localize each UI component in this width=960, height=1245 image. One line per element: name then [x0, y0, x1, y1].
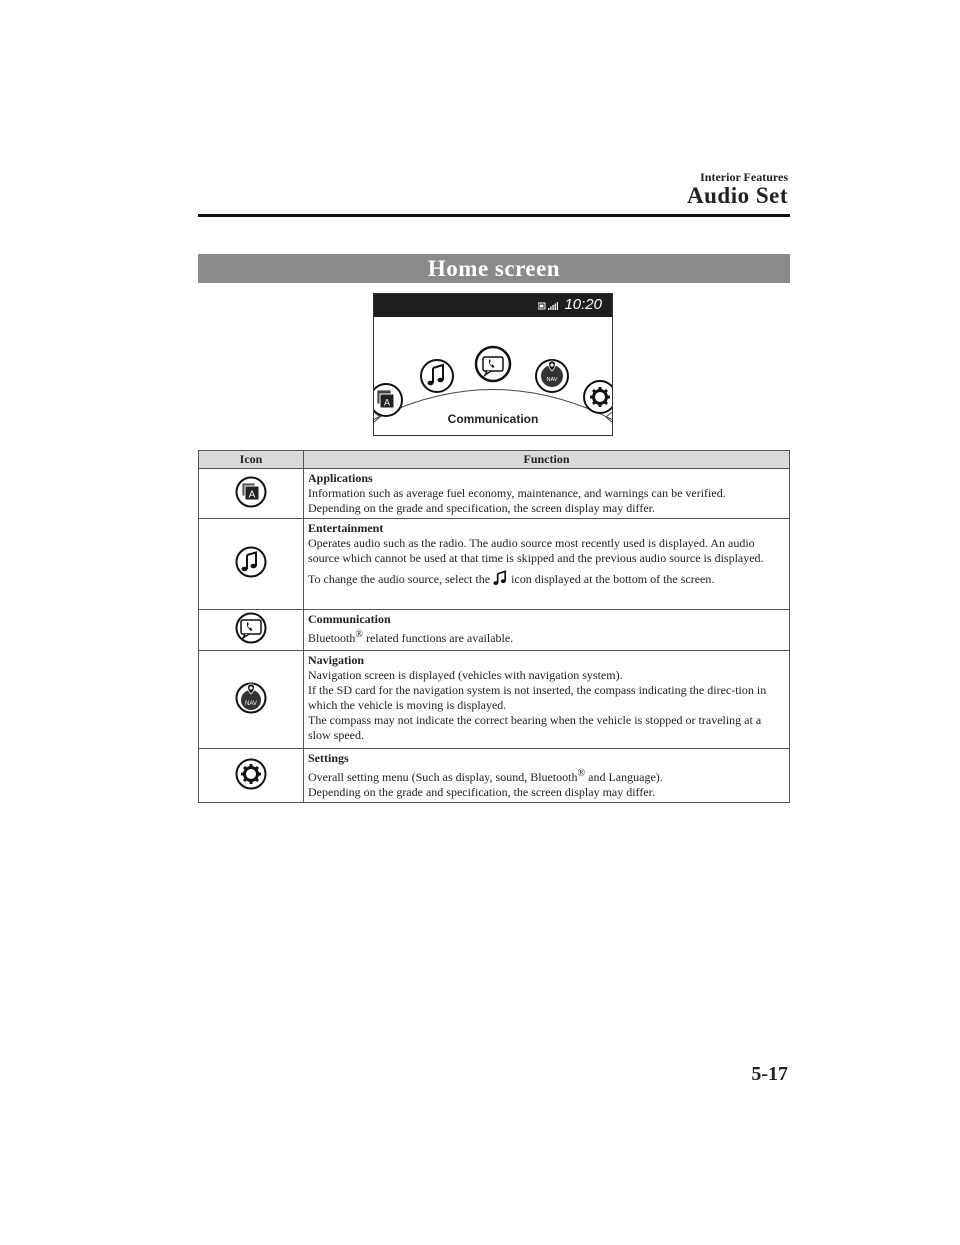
page-number: 5-17 — [751, 1063, 788, 1085]
function-line — [308, 627, 785, 646]
registered-mark: ® — [355, 629, 363, 640]
table-row — [199, 749, 790, 803]
section-heading: Home screen — [198, 254, 790, 283]
home-screen-illustration — [373, 293, 613, 436]
table-header-row — [199, 451, 790, 469]
applications-icon — [235, 476, 267, 508]
communication-icon[interactable] — [476, 347, 510, 381]
navigation-icon[interactable] — [536, 360, 568, 392]
function-cell — [304, 519, 790, 610]
function-cell — [304, 469, 790, 519]
function-text: Overall setting menu (Such as display, sound, Bluetooth — [308, 770, 578, 784]
settings-icon[interactable] — [584, 381, 612, 413]
function-cell — [304, 749, 790, 803]
table-row — [199, 651, 790, 749]
status-icons — [538, 302, 558, 310]
function-line: Navigation screen is displayed (vehicles with navigation system). — [308, 668, 623, 682]
entertainment-icon — [235, 546, 267, 578]
function-title: Settings — [308, 751, 349, 765]
music-note-icon — [493, 570, 508, 585]
function-line: If the SD card for the navigation system is not inserted, the compass indicating the direc-tion in which the vehicle is moving is displayed. — [308, 683, 767, 712]
icon-column-header: Icon — [199, 451, 304, 469]
function-line: Depending on the grade and specification, the screen display may differ. — [308, 501, 655, 515]
svg-text:A: A — [248, 489, 256, 500]
svg-text:NAV: NAV — [546, 377, 558, 383]
table-row — [199, 469, 790, 519]
settings-icon — [235, 758, 267, 790]
icon-cell — [199, 519, 304, 610]
function-line: The compass may not indicate the correct bearing when the vehicle is stopped or traveling at a slow speed. — [308, 713, 762, 742]
function-title: Entertainment — [308, 521, 384, 535]
icon-cell — [199, 651, 304, 749]
bluetooth-text: Bluetooth — [308, 631, 356, 645]
icon-cell — [199, 749, 304, 803]
selected-menu-label: Communication — [447, 412, 539, 426]
function-note — [308, 570, 785, 587]
page-title: Audio Set — [687, 183, 788, 208]
function-line: Information such as average fuel economy, maintenance, and warnings can be verified. — [308, 486, 726, 500]
function-line: Operates audio such as the radio. The audio source most recently used is displayed. An audio source which cannot be used at that time is skipped and the previous audio source is displayed. — [308, 536, 764, 565]
function-title: Communication — [308, 612, 391, 626]
icon-function-table — [198, 450, 790, 803]
clock-display: 10:20 — [564, 296, 602, 313]
header-divider — [198, 214, 790, 217]
function-cell — [304, 610, 790, 651]
note-text-before: To change the audio source, select the — [308, 572, 491, 586]
function-cell — [304, 651, 790, 749]
svg-text:A: A — [383, 397, 391, 408]
screen-status-bar — [374, 294, 612, 317]
function-title: Applications — [308, 471, 373, 485]
function-line — [308, 766, 785, 785]
function-column-header: Function — [304, 451, 790, 469]
communication-icon — [235, 612, 267, 644]
function-text: and Language). — [585, 770, 663, 784]
svg-text:NAV: NAV — [245, 700, 257, 707]
chapter-label: Interior Features — [700, 170, 788, 184]
icon-cell — [199, 469, 304, 519]
entertainment-icon[interactable] — [421, 360, 453, 392]
icon-cell — [199, 610, 304, 651]
navigation-icon — [235, 682, 267, 714]
note-text-after: icon displayed at the bottom of the screen. — [511, 572, 715, 586]
table-row — [199, 610, 790, 651]
function-title: Navigation — [308, 653, 365, 667]
registered-mark: ® — [577, 768, 586, 779]
function-text: related functions are available. — [362, 631, 514, 645]
function-line: Depending on the grade and specification, the screen display may differ. — [308, 785, 655, 799]
table-row — [199, 519, 790, 610]
